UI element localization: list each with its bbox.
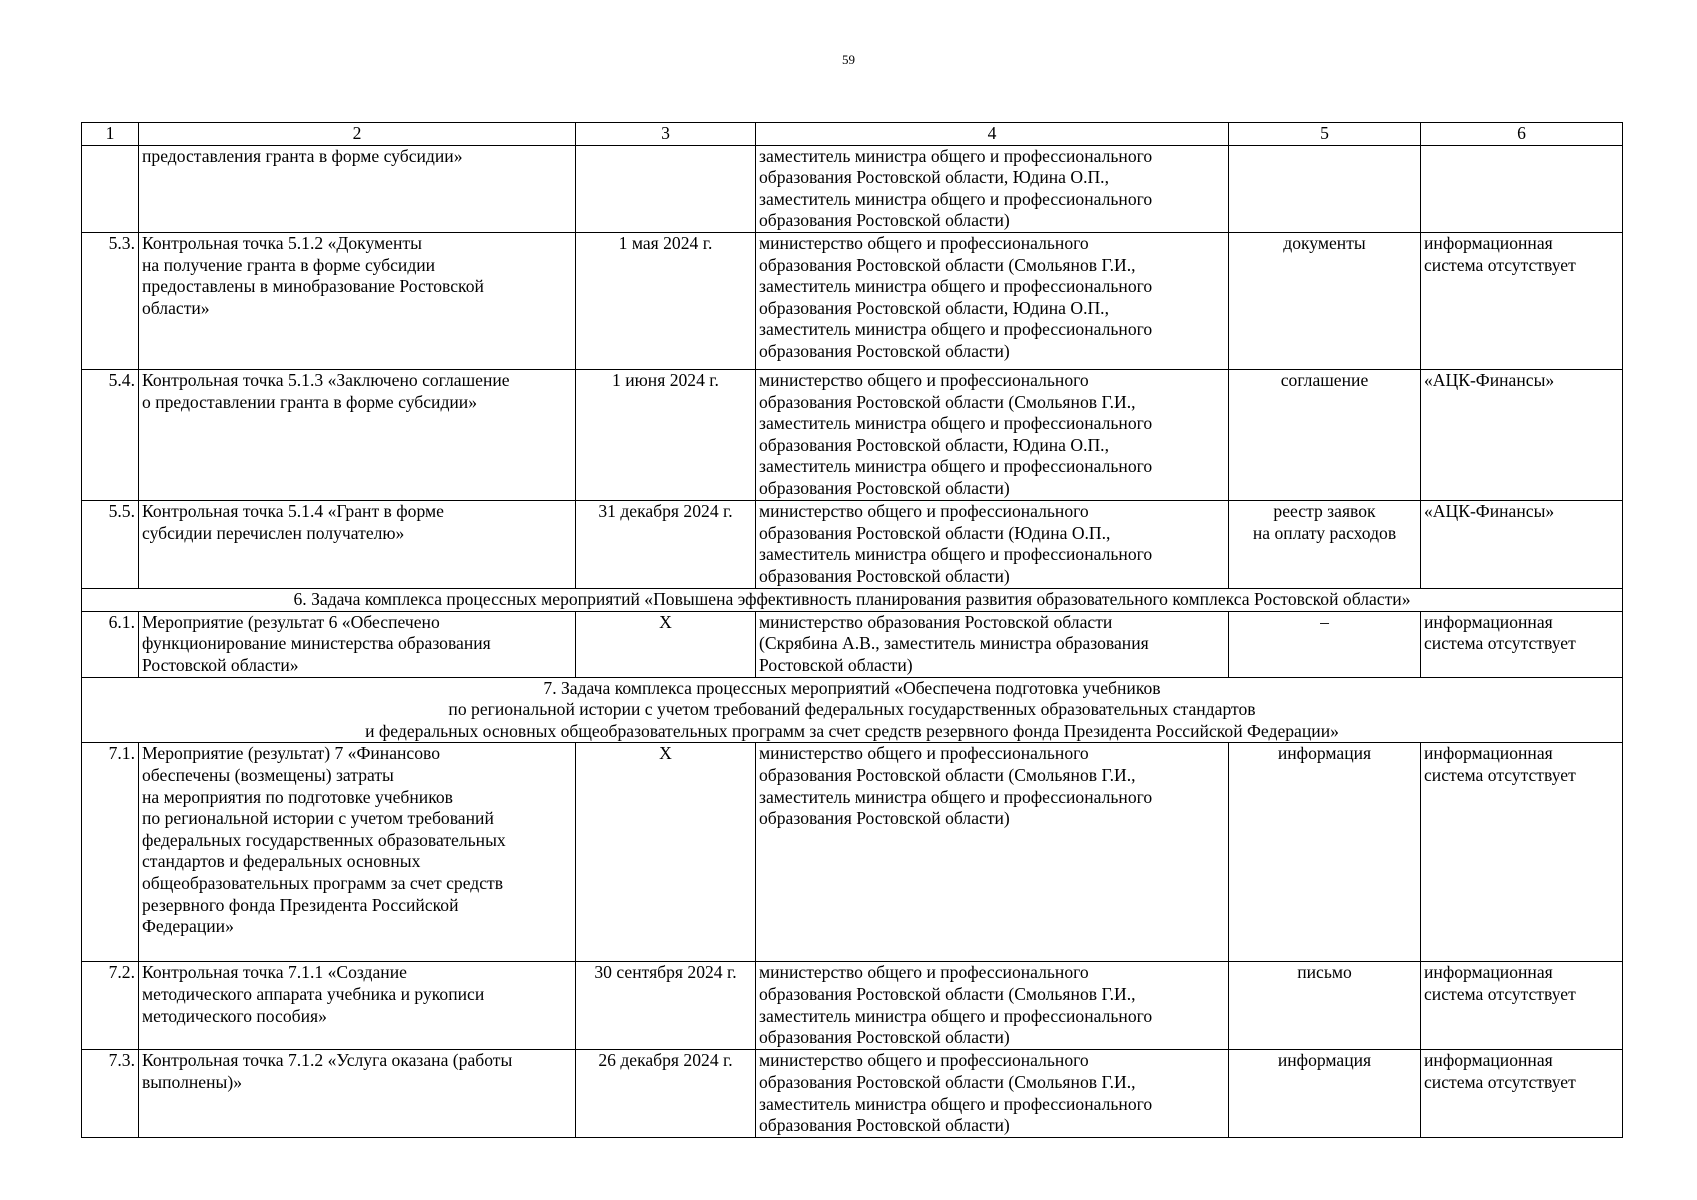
row-document [1229,145,1421,232]
column-header: 5 [1229,123,1421,146]
task-row [82,588,1623,611]
row-deadline [576,145,756,232]
row-number: 5.4. [82,369,139,500]
table-row [82,369,1623,500]
row-number: 7.2. [82,962,139,1050]
row-name: Контрольная точка 7.1.2 «Услуга оказана (работы выполнены)» [139,1050,576,1138]
row-deadline: Х [576,743,756,962]
row-info-system: «АЦК-Финансы» [1421,500,1623,588]
row-name: Контрольная точка 5.1.2 «Документы на получение гранта в форме субсидии предоставлены в минобразование Ростовской области» [139,232,576,369]
row-deadline: 1 мая 2024 г. [576,232,756,369]
table-row [82,962,1623,1050]
row-number [82,145,139,232]
row-info-system: информационная система отсутствует [1421,962,1623,1050]
row-responsible: министерство образования Ростовской области (Скрябина А.В., заместитель министра образования Ростовской области) [756,611,1229,677]
page-number: 59 [842,52,855,67]
column-header: 3 [576,123,756,146]
row-document: информация [1229,743,1421,962]
row-responsible: министерство общего и профессионального образования Ростовской области (Смольянов Г.И., заместитель министра общего и профессионального образования Ростовской области, Юдина О.П., заместитель министра общего и профессионального образования Ростовской области) [756,232,1229,369]
row-document: реестр заявок на оплату расходов [1229,500,1421,588]
row-info-system [1421,145,1623,232]
task-row [82,677,1623,743]
row-info-system: информационная система отсутствует [1421,611,1623,677]
row-name: Мероприятие (результат 6 «Обеспечено функционирование министерства образования Ростовской области» [139,611,576,677]
row-info-system: информационная система отсутствует [1421,232,1623,369]
row-responsible: министерство общего и профессионального образования Ростовской области (Юдина О.П., заместитель министра общего и профессионального образования Ростовской области) [756,500,1229,588]
row-deadline: 26 декабря 2024 г. [576,1050,756,1138]
table-row [82,1050,1623,1138]
row-name: Контрольная точка 5.1.3 «Заключено соглашение о предоставлении гранта в форме субсидии» [139,369,576,500]
row-name: предоставления гранта в форме субсидии» [139,145,576,232]
row-responsible: министерство общего и профессионального образования Ростовской области (Смольянов Г.И., заместитель министра общего и профессионального образования Ростовской области) [756,743,1229,962]
row-document: – [1229,611,1421,677]
row-document: документы [1229,232,1421,369]
row-info-system: «АЦК-Финансы» [1421,369,1623,500]
row-number: 7.1. [82,743,139,962]
row-number: 7.3. [82,1050,139,1138]
column-header: 1 [82,123,139,146]
row-number: 5.3. [82,232,139,369]
task-heading: 7. Задача комплекса процессных мероприятий «Обеспечена подготовка учебников по региональной истории с учетом требований федеральных государственных образовательных стандартов и федеральных основных общеобразовательных программ за счет средств резервного фонда Президента Российской Федерации» [82,677,1623,743]
row-number: 5.5. [82,500,139,588]
row-responsible: министерство общего и профессионального образования Ростовской области (Смольянов Г.И., заместитель министра общего и профессионального образования Ростовской области) [756,1050,1229,1138]
row-number: 6.1. [82,611,139,677]
row-responsible: министерство общего и профессионального образования Ростовской области (Смольянов Г.И., заместитель министра общего и профессионального образования Ростовской области, Юдина О.П., заместитель министра общего и профессионального образования Ростовской области) [756,369,1229,500]
column-number-row [82,123,1623,146]
table-row [82,500,1623,588]
row-document: соглашение [1229,369,1421,500]
table-row [82,743,1623,962]
table-row [82,232,1623,369]
column-header: 2 [139,123,576,146]
task-heading: 6. Задача комплекса процессных мероприятий «Повышена эффективность планирования развития образовательного комплекса Ростовской области» [82,588,1623,611]
row-deadline: 30 сентября 2024 г. [576,962,756,1050]
row-deadline: Х [576,611,756,677]
row-name: Контрольная точка 7.1.1 «Создание методического аппарата учебника и рукописи методического пособия» [139,962,576,1050]
row-document: письмо [1229,962,1421,1050]
row-name: Контрольная точка 5.1.4 «Грант в форме субсидии перечислен получателю» [139,500,576,588]
row-deadline: 31 декабря 2024 г. [576,500,756,588]
row-info-system: информационная система отсутствует [1421,1050,1623,1138]
row-responsible: заместитель министра общего и профессионального образования Ростовской области, Юдина О.П., заместитель министра общего и профессионального образования Ростовской области) [756,145,1229,232]
column-header: 4 [756,123,1229,146]
row-info-system: информационная система отсутствует [1421,743,1623,962]
table-row [82,611,1623,677]
plan-table [81,122,1623,1138]
column-header: 6 [1421,123,1623,146]
table-row [82,145,1623,232]
row-name: Мероприятие (результат) 7 «Финансово обеспечены (возмещены) затраты на мероприятия по подготовке учебников по региональной истории с учетом требований федеральных государственных образовательных стандартов и федеральных основных общеобразовательных программ за счет средств резервного фонда Президента Российской Федерации» [139,743,576,962]
row-document: информация [1229,1050,1421,1138]
row-deadline: 1 июня 2024 г. [576,369,756,500]
row-responsible: министерство общего и профессионального образования Ростовской области (Смольянов Г.И., заместитель министра общего и профессионального образования Ростовской области) [756,962,1229,1050]
